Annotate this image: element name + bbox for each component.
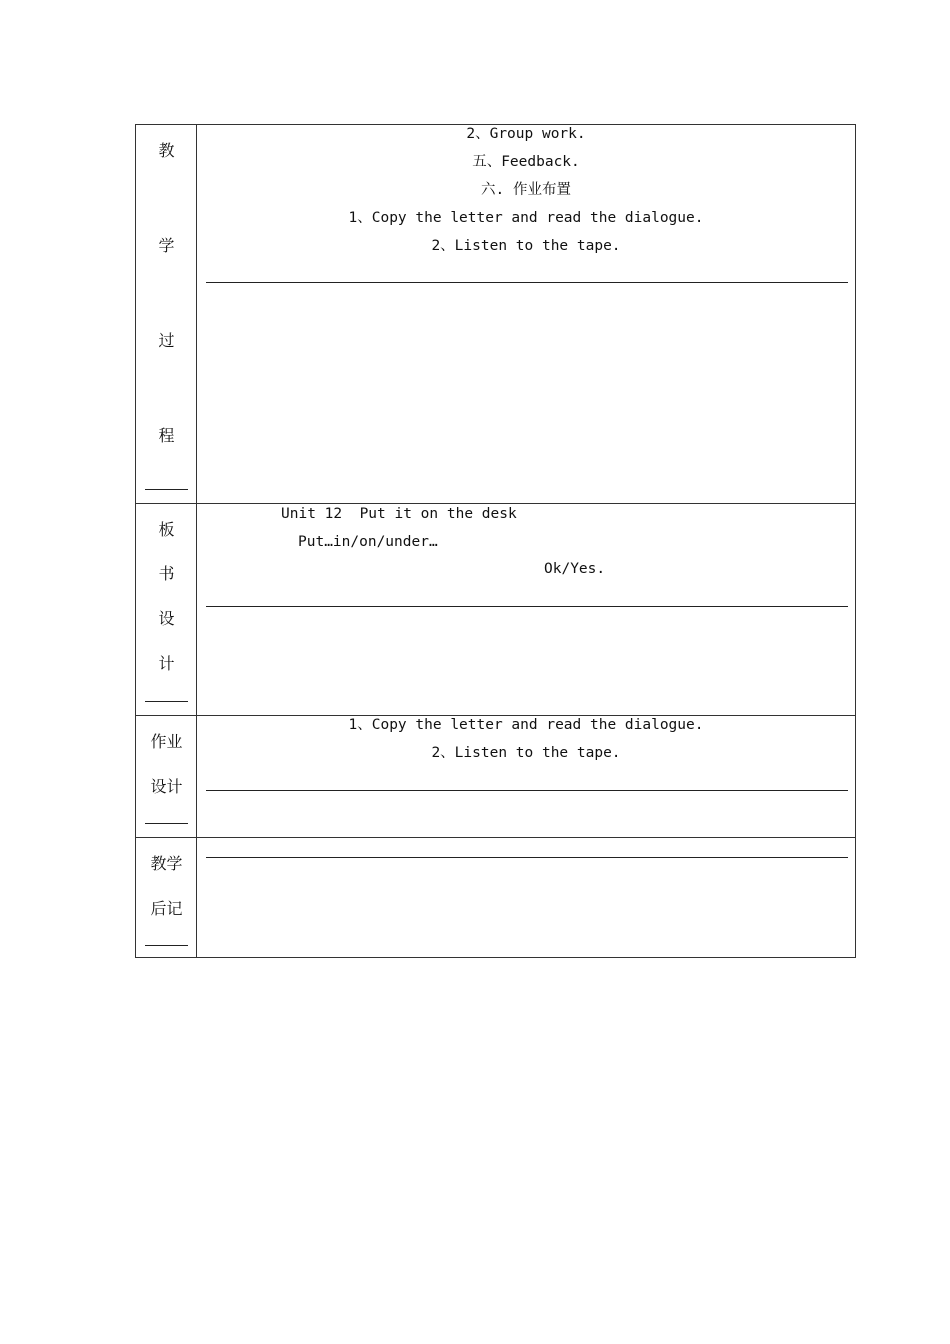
teaching-process-label (136, 125, 197, 503)
process-line: 1、Copy the letter and read the dialogue. (348, 210, 704, 226)
label-char: 程 (158, 426, 175, 445)
homework-design-content (197, 716, 855, 837)
label-char: 书 (158, 564, 175, 583)
label-underline (145, 945, 188, 946)
label-char: 板 (158, 520, 175, 539)
teaching-process-content (197, 125, 855, 503)
label-line: 作业 (150, 732, 183, 751)
homework-line: 1、Copy the letter and read the dialogue. (348, 717, 704, 733)
board-design-label (136, 504, 197, 715)
label-underline (145, 701, 188, 702)
content-divider (206, 857, 848, 858)
process-line: 2、Listen to the tape. (431, 238, 621, 254)
board-pattern: Put…in/on/under… (298, 534, 438, 550)
reflection-label (136, 838, 197, 957)
board-reply: Ok/Yes. (544, 561, 606, 577)
content-divider (206, 282, 848, 283)
label-underline (145, 823, 188, 824)
label-line: 教学 (150, 854, 183, 873)
process-line: 五、Feedback. (472, 154, 580, 170)
content-divider (206, 606, 848, 607)
label-line: 设计 (150, 777, 183, 796)
reflection-row (136, 837, 855, 957)
homework-design-label (136, 716, 197, 837)
board-design-row (136, 503, 855, 715)
process-line: 六. 作业布置 (481, 182, 571, 198)
label-char: 计 (158, 654, 175, 673)
homework-line: 2、Listen to the tape. (431, 745, 621, 761)
label-char: 过 (158, 331, 175, 350)
teaching-process-row (136, 125, 855, 503)
board-design-content (197, 504, 855, 715)
lesson-plan-table (135, 124, 856, 958)
reflection-content (197, 838, 855, 957)
label-char: 学 (158, 236, 175, 255)
homework-design-row (136, 715, 855, 837)
label-char: 设 (158, 609, 175, 628)
content-divider (206, 790, 848, 791)
label-line: 后记 (150, 899, 183, 918)
process-line: 2、Group work. (466, 126, 586, 142)
board-title: Unit 12 Put it on the desk (281, 506, 517, 522)
label-underline (145, 489, 188, 490)
label-char: 教 (158, 141, 175, 160)
